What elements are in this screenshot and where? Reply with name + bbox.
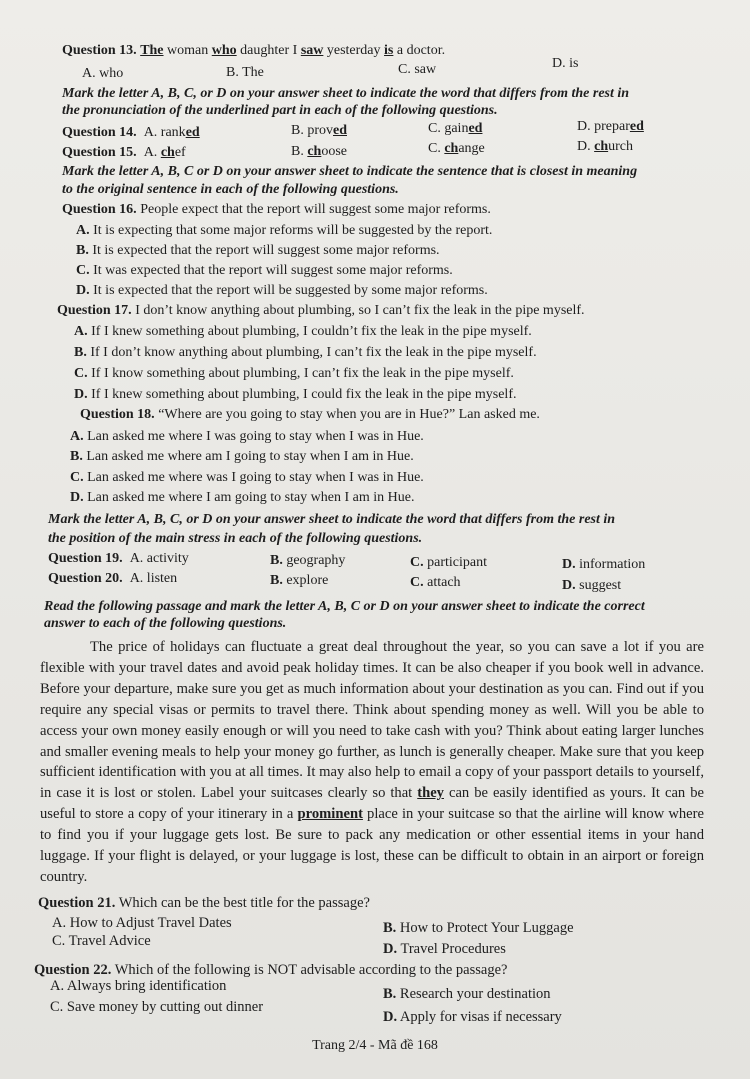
q22-option-a: A. Always bring identification: [50, 978, 227, 994]
q20-option-c: C. attach: [410, 575, 461, 590]
q17-option-d: D. If I knew something about plumbing, I could fix the leak in the pipe myself.: [74, 387, 517, 402]
q19-option-b: B. geography: [270, 553, 346, 568]
q21-stem: Question 21. Which can be the best title for the passage?: [38, 895, 370, 911]
instruction-pronunciation-1: Mark the letter A, B, C, or D on your answer sheet to indicate the word that differs from the rest in: [62, 86, 630, 101]
q22-option-c: C. Save money by cutting out dinner: [50, 999, 264, 1015]
reading-passage: The price of holidays can fluctuate a great deal throughout the year, so you can save a lot if you are flexible with your travel dates and avoid peak holiday times. It can be also cheaper if you book well in advance. Before your departure, make sure you get as much information about your destination as you can. Find out if you require any special visas or permits to travel there. Think about spending money as well. Will you be able to access your own money easily enough or will you need to take cash with you? Think about eating larger lunches and smaller evening meals to help your money go further, as lunch is generally cheaper. Make sure that you keep sufficient identification with you at all times. It may also help to email a copy of your passport details to yourself, in case it is lost or stolen. Label your suitcases clearly so that they can be easily identified as yours. It can be useful to store a copy of your itinerary in a prominent place in your suitcase so that the airline will know where to find you if your luggage gets lost. Be sure to pack any medication or other essential items in your hand luggage. If your flight is delayed, or your luggage is lost, these can be difficult to obtain in an airport or foreign country.: [40, 639, 704, 885]
q18-option-c: C. Lan asked me where was I going to stay when I was in Hue.: [70, 470, 424, 485]
instruction-reading-2: answer to each of the following questions.: [44, 616, 287, 631]
q14-option-d: D. prepared: [577, 119, 644, 134]
instruction-stress-1: Mark the letter A, B, C, or D on your answer sheet to indicate the word that differs from the rest in: [48, 512, 616, 527]
q16-option-b: B. It is expected that the report will suggest some major reforms.: [76, 243, 440, 258]
q20-option-d: D. suggest: [562, 578, 622, 593]
passage-underlined-they: they: [417, 785, 444, 802]
q18-stem: Question 18. “Where are you going to stay when you are in Hue?” Lan asked me.: [80, 407, 540, 422]
q19-option-c: C. participant: [410, 555, 487, 570]
q19-option-d: D. information: [562, 557, 646, 572]
page-footer: Trang 2/4 - Mã đề 168: [312, 1038, 438, 1053]
q15-option-d: D. church: [577, 139, 634, 154]
q20-option-a: Question 20. A. listen: [48, 571, 178, 586]
instruction-meaning-2: to the original sentence in each of the following questions.: [62, 182, 399, 197]
q14-option-a: Question 14. A. ranked: [62, 125, 200, 140]
passage-underlined-prominent: prominent: [297, 806, 363, 823]
q16-option-c: C. It was expected that the report will suggest some major reforms.: [76, 263, 453, 278]
q16-option-a: A. It is expecting that some major reforms will be suggested by the report.: [76, 223, 493, 238]
q17-option-b: B. If I don’t know anything about plumbing, I can’t fix the leak in the pipe myself.: [74, 345, 537, 360]
q17-option-a: A. If I knew something about plumbing, I couldn’t fix the leak in the pipe myself.: [74, 324, 532, 339]
instruction-reading-1: Read the following passage and mark the letter A, B, C or D on your answer sheet to indicate the correct: [44, 599, 645, 614]
q22-option-d: D. Apply for visas if necessary: [383, 1009, 562, 1025]
q21-option-a: A. How to Adjust Travel Dates: [52, 915, 232, 931]
q13-option-a: A. who: [82, 66, 124, 81]
q18-option-a: A. Lan asked me where I was going to stay when I was in Hue.: [70, 429, 424, 444]
q16-stem: Question 16. People expect that the report will suggest some major reforms.: [62, 202, 491, 217]
instruction-meaning-1: Mark the letter A, B, C or D on your answer sheet to indicate the sentence that is closest in meaning: [62, 164, 638, 179]
q14-option-c: C. gained: [428, 121, 483, 136]
q22-option-b: B. Research your destination: [383, 986, 551, 1002]
q17-option-c: C. If I know something about plumbing, I can’t fix the leak in the pipe myself.: [74, 366, 514, 381]
q15-option-c: C. change: [428, 141, 485, 156]
q22-stem: Question 22. Which of the following is NOT advisable according to the passage?: [34, 962, 508, 978]
q15-option-b: B. choose: [291, 144, 348, 159]
q13-option-d: D. is: [552, 56, 579, 71]
q21-option-d: D. Travel Procedures: [383, 941, 506, 957]
q15-option-a: Question 15. A. chef: [62, 145, 186, 160]
q18-option-d: D. Lan asked me where I am going to stay when I am in Hue.: [70, 490, 415, 505]
q21-option-c: C. Travel Advice: [52, 933, 151, 949]
q17-stem: Question 17. I don’t know anything about plumbing, so I can’t fix the leak in the pipe myself.: [57, 303, 585, 318]
q14-option-b: B. proved: [291, 123, 347, 138]
q16-option-d: D. It is expected that the report will be suggested by some major reforms.: [76, 283, 488, 298]
instruction-stress-2: the position of the main stress in each of the following questions.: [48, 531, 423, 546]
q18-option-b: B. Lan asked me where am I going to stay when I am in Hue.: [70, 449, 414, 464]
q13-stem: Question 13. The woman who daughter I saw yesterday is a doctor.: [62, 43, 446, 58]
q13-option-c: C. saw: [398, 62, 437, 77]
q13-option-b: B. The: [226, 65, 264, 80]
q20-option-b: B. explore: [270, 573, 329, 588]
instruction-pronunciation-2: the pronunciation of the underlined part in each of the following questions.: [62, 103, 498, 118]
q19-option-a: Question 19. A. activity: [48, 551, 189, 566]
q21-option-b: B. How to Protect Your Luggage: [383, 920, 574, 936]
